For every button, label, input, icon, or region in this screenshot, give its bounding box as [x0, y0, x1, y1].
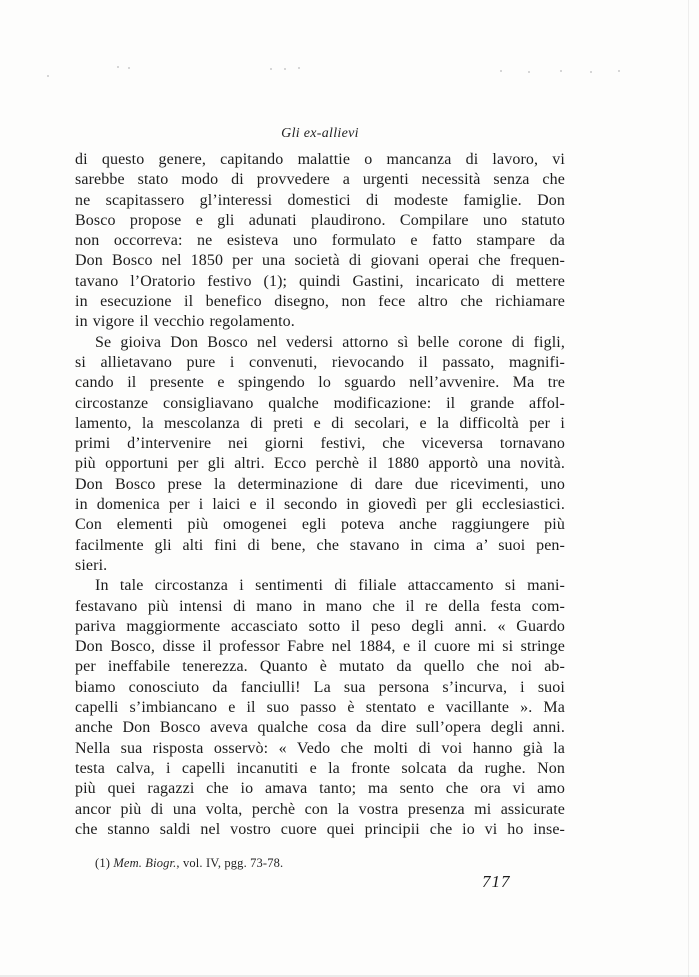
text-line: Nella sua risposta osservò: « Vedo che molti di voi hanno già la [75, 739, 565, 757]
text-line: di questo genere, capitando malattie o mancanza di lavoro, vi [75, 151, 565, 168]
text-line: festavano più intensi di mano in mano che il re della festa com- [75, 597, 565, 615]
text-line: biamo conosciuto da fanciulli! La sua persona s’incurva, i suoi [75, 678, 565, 696]
text-line: Bosco propose e gli adunati plaudirono. Compilare uno statuto [75, 211, 565, 229]
text-line: in domenica per i laici e il secondo in giovedì per gli ecclesiastici. [75, 496, 565, 514]
scan-speck [117, 66, 119, 68]
text-line: facilmente gli alti fini di bene, che stavano in cima a’ suoi pen- [75, 536, 565, 554]
text-line: cando il presente e spingendo lo sguardo nell’avvenire. Ma tre [75, 374, 565, 392]
text-line: pariva maggiormente accasciato sotto il peso degli anni. « Guardo [75, 617, 565, 635]
text-line: non occorreva: ne esisteva uno formulato e fatto stampare da [75, 232, 565, 250]
footnote-work-title: Mem. Biogr., [113, 856, 180, 870]
scan-speck [270, 68, 272, 70]
footnote-detail: vol. IV, pgg. 73-78. [182, 856, 284, 870]
text-line: sarebbe stato modo di provvedere a urgenti necessità senza che [75, 171, 565, 189]
scan-speck [528, 71, 530, 73]
text-line: sieri. [75, 556, 108, 574]
text-line: tavano l’Oratorio festivo (1); quindi Gastini, incaricato di mettere [75, 272, 565, 290]
running-header: Gli ex-allievi [281, 126, 359, 141]
text-line: in vigore il vecchio regolamento. [75, 313, 295, 331]
scan-speck [128, 67, 130, 69]
text-line: primi d’intervenire nei giorni festivi, che viceversa tornavano [75, 435, 565, 453]
text-line: anche Don Bosco aveva qualche cosa da dire sull’opera degli anni. [75, 719, 565, 737]
scan-speck [284, 68, 286, 70]
text-line: Don Bosco nel 1850 per una società di giovani operai che frequen- [75, 252, 565, 270]
footnote [95, 856, 283, 871]
scan-speck [47, 75, 49, 77]
scan-edge-right [688, 0, 689, 977]
scan-speck [590, 71, 592, 73]
text-line: testa calva, i capelli incanutiti e la fronte solcata da rughe. Non [75, 759, 565, 777]
text-line: per ineffabile tenerezza. Quanto è mutato da quello che noi ab- [75, 658, 565, 676]
scan-speck [560, 70, 562, 72]
text-line: Con elementi più omogenei egli poteva anche raggiungere più [75, 516, 565, 534]
text-line: Se gioiva Don Bosco nel vedersi attorno sì belle corone di figli, [95, 333, 565, 351]
scan-speck [618, 70, 620, 72]
body-text [75, 150, 565, 840]
text-line: capelli s’imbiancano e il suo passo è stentato e vacillante ». Ma [75, 699, 565, 717]
text-line: in esecuzione il benefico disegno, non fece altro che richiamare [75, 293, 565, 311]
text-line: che stanno saldi nel vostro cuore quei principii che io vi ho inse- [75, 820, 565, 838]
text-line: più opportuni per gli altri. Ecco perchè il 1880 apportò una novità. [75, 455, 565, 473]
text-line: più quei ragazzi che io amava tanto; ma sento che ora vi amo [75, 780, 565, 798]
page-number: 717 [482, 872, 511, 891]
text-line: ancor più di una volta, perchè con la vostra presenza mi assicurate [75, 800, 565, 818]
text-line: si allietavano pure i convenuti, rievocando il passato, magnifi- [75, 353, 565, 371]
scan-speck [298, 67, 300, 69]
text-line: ne scapitassero gl’interessi domestici di modeste famiglie. Don [75, 191, 565, 209]
footnote-marker: (1) [95, 856, 111, 870]
scan-speck [500, 70, 502, 72]
text-line: circostanze consigliavano qualche modificazione: il grande affol- [75, 394, 565, 412]
text-line: In tale circostanza i sentimenti di filiale attaccamento si mani- [95, 577, 565, 595]
text-line: Don Bosco, disse il professor Fabre nel 1884, e il cuore mi si stringe [75, 638, 565, 656]
text-line: Don Bosco prese la determinazione di dare due ricevimenti, uno [75, 475, 565, 493]
text-line: lamento, la mescolanza di preti e di secolari, e la difficoltà per i [75, 414, 565, 432]
